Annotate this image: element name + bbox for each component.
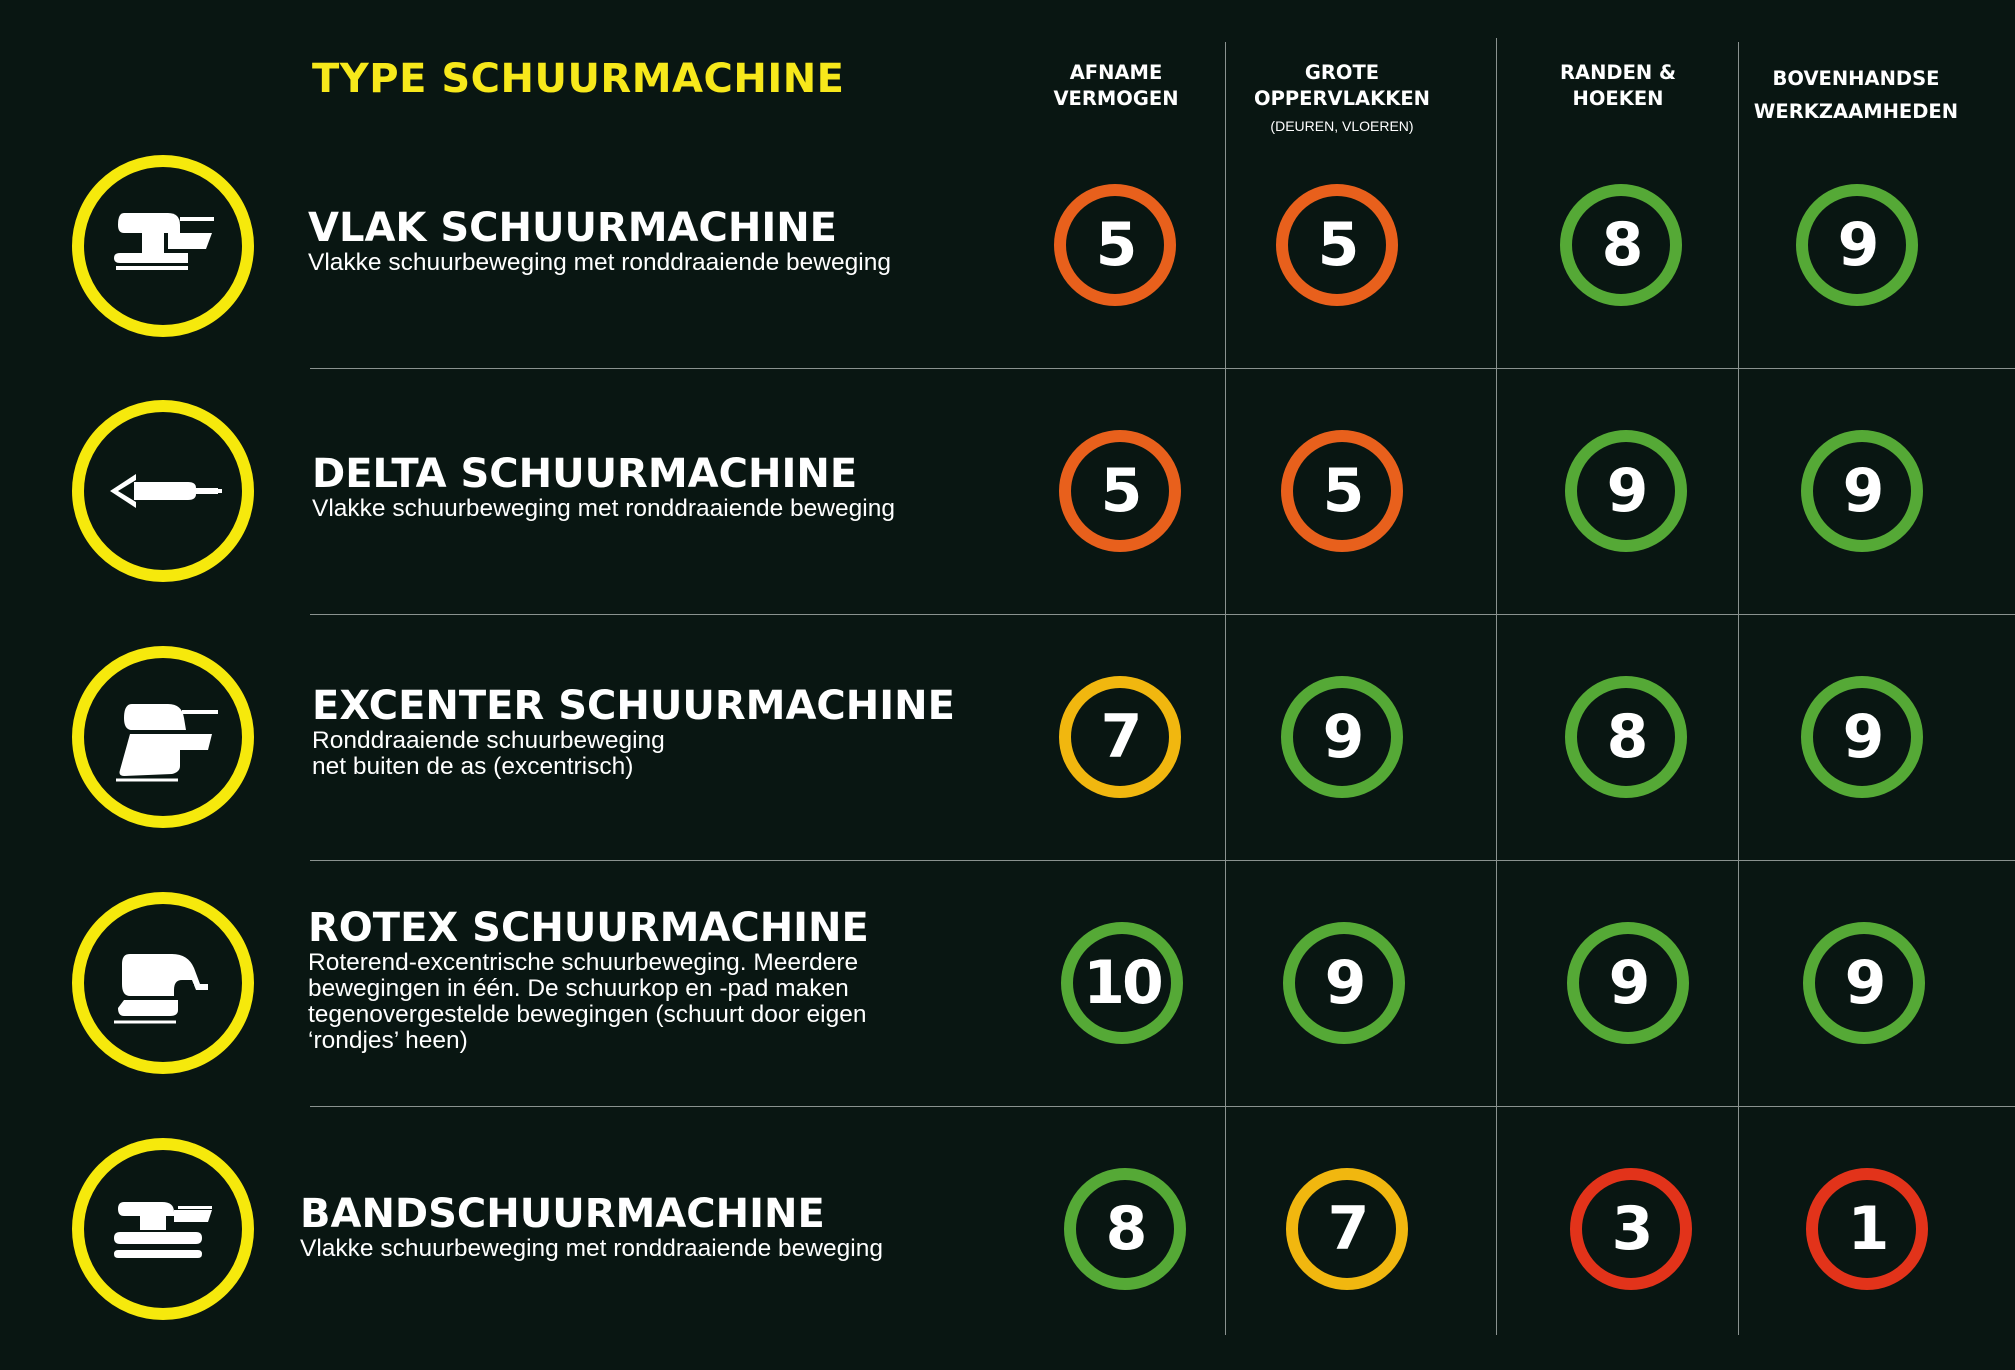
rating-afname-vermogen xyxy=(1064,1168,1186,1290)
rating-bovenhandse-werkzaamheden xyxy=(1801,676,1923,798)
rating-value: 9 xyxy=(1322,702,1362,772)
column-header-line1: GROTE xyxy=(1304,61,1380,84)
rating-value: 8 xyxy=(1601,210,1641,280)
rating-randen-hoeken xyxy=(1567,922,1689,1044)
row-divider xyxy=(310,368,2015,369)
rating-randen-hoeken xyxy=(1565,430,1687,552)
rating-value: 5 xyxy=(1100,456,1140,526)
rating-randen-hoeken xyxy=(1570,1168,1692,1290)
rating-value: 5 xyxy=(1317,210,1357,280)
rating-bovenhandse-werkzaamheden xyxy=(1803,922,1925,1044)
rating-value: 8 xyxy=(1105,1194,1145,1264)
machine-info xyxy=(312,684,955,780)
rating-bovenhandse-werkzaamheden xyxy=(1806,1168,1928,1290)
rotex-sander-icon xyxy=(72,892,254,1074)
rating-value: 9 xyxy=(1844,948,1884,1018)
rating-grote-oppervlakken xyxy=(1281,430,1403,552)
row-divider xyxy=(310,1106,2015,1107)
row-divider xyxy=(310,860,2015,861)
machine-description: Roterend-excentrische schuurbeweging. Meerdere bewegingen in één. De schuurkop en -pad maken tegenovergestelde bewegingen (schuurt door eigen ‘rondjes’ heen) xyxy=(308,949,867,1054)
machine-description: Ronddraaiende schuurbeweging net buiten de as (excentrisch) xyxy=(312,727,665,780)
column-header-line1: BOVENHANDSE xyxy=(1772,67,1940,90)
delta-sander-icon xyxy=(72,400,254,582)
column-header-subtitle: (DEUREN, VLOEREN) xyxy=(1270,118,1414,134)
machine-description: Vlakke schuurbeweging met ronddraaiende beweging xyxy=(300,1235,883,1262)
rating-value: 9 xyxy=(1842,702,1882,772)
rating-value: 9 xyxy=(1606,456,1646,526)
column-header-line2: OPPERVLAKKEN xyxy=(1254,87,1430,110)
rating-value: 8 xyxy=(1606,702,1646,772)
machine-info xyxy=(308,906,869,1054)
rating-grote-oppervlakken xyxy=(1281,676,1403,798)
rating-grote-oppervlakken xyxy=(1283,922,1405,1044)
rating-afname-vermogen xyxy=(1061,922,1183,1044)
column-header-line1: RANDEN & xyxy=(1559,61,1677,84)
belt-sander-icon xyxy=(72,1138,254,1320)
eccentric-sander-icon xyxy=(72,646,254,828)
machine-description: Vlakke schuurbeweging met ronddraaiende beweging xyxy=(308,249,891,276)
machine-name: BANDSCHUURMACHINE xyxy=(300,1191,825,1237)
machine-info xyxy=(312,452,895,522)
rating-value: 3 xyxy=(1611,1194,1651,1264)
machine-name: VLAK SCHUURMACHINE xyxy=(308,205,838,251)
rating-bovenhandse-werkzaamheden xyxy=(1801,430,1923,552)
rating-value: 10 xyxy=(1083,948,1161,1018)
column-header-line1: AFNAME xyxy=(1069,61,1163,84)
column-header-line2: WERKZAAMHEDEN xyxy=(1753,100,1959,123)
column-header-line2: VERMOGEN xyxy=(1053,87,1179,110)
machine-info xyxy=(300,1192,883,1262)
rating-value: 9 xyxy=(1608,948,1648,1018)
rating-value: 9 xyxy=(1842,456,1882,526)
page-title: TYPE SCHUURMACHINE xyxy=(312,56,845,102)
rating-value: 5 xyxy=(1095,210,1135,280)
rating-value: 1 xyxy=(1847,1194,1887,1264)
row-divider xyxy=(310,614,2015,615)
rating-afname-vermogen xyxy=(1059,676,1181,798)
rating-value: 7 xyxy=(1100,702,1140,772)
rating-grote-oppervlakken xyxy=(1286,1168,1408,1290)
column-header-line2: HOEKEN xyxy=(1572,87,1664,110)
rating-value: 7 xyxy=(1327,1194,1367,1264)
machine-name: ROTEX SCHUURMACHINE xyxy=(308,905,869,951)
machine-description: Vlakke schuurbeweging met ronddraaiende beweging xyxy=(312,495,895,522)
rating-value: 9 xyxy=(1324,948,1364,1018)
rating-afname-vermogen xyxy=(1059,430,1181,552)
machine-name: EXCENTER SCHUURMACHINE xyxy=(312,683,955,729)
rating-value: 9 xyxy=(1837,210,1877,280)
rating-randen-hoeken xyxy=(1565,676,1687,798)
rating-value: 5 xyxy=(1322,456,1362,526)
machine-name: DELTA SCHUURMACHINE xyxy=(312,451,858,497)
